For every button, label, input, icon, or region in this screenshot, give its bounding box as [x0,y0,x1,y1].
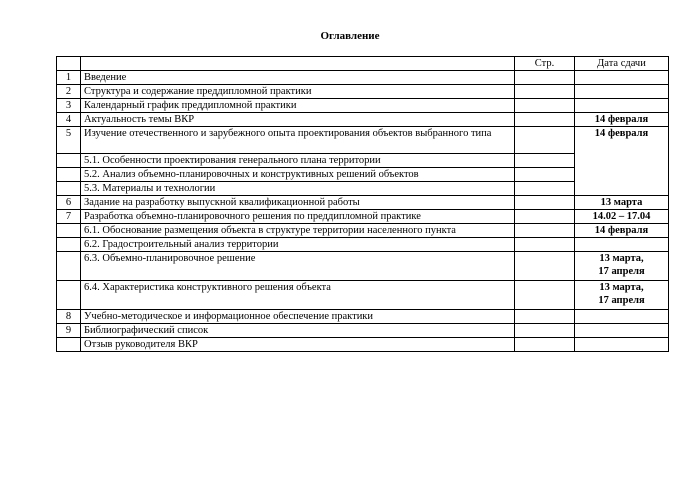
table-row [57,252,669,281]
table-row [57,324,669,338]
row-title: 6.2. Градостроительный анализ территории [81,238,515,252]
row-title: 5.2. Анализ объемно-планировочных и конструктивных решений объектов [81,168,515,182]
row-date: 13 марта, 17 апреля [575,281,669,310]
row-number: 2 [57,85,81,99]
row-number [57,182,81,196]
header-date: Дата сдачи [575,57,669,71]
row-date: 14 февраля [575,113,669,127]
row-page [515,310,575,324]
table-row [57,238,669,252]
row-date: 14.02 – 17.04 [575,210,669,224]
row-number: 6 [57,196,81,210]
row-title: 6.4. Характеристика конструктивного решения объекта [81,281,515,310]
row-page [515,224,575,238]
row-number: 9 [57,324,81,338]
table-row [57,338,669,352]
row-number [57,252,81,281]
row-title: 6.3. Объемно-планировочное решение [81,252,515,281]
document-title: Оглавление [320,30,380,42]
row-title: Введение [81,71,515,85]
row-number: 4 [57,113,81,127]
row-number [57,238,81,252]
row-date [575,310,669,324]
row-title: Учебно-методическое и информационное обеспечение практики [81,310,515,324]
table-row [57,127,669,154]
row-number [57,281,81,310]
row-title: Задание на разработку выпускной квалификационной работы [81,196,515,210]
row-title: Актуальность темы ВКР [81,113,515,127]
table-row [57,196,669,210]
row-number [57,338,81,352]
row-number: 8 [57,310,81,324]
row-page [515,238,575,252]
row-date [575,99,669,113]
row-page [515,154,575,168]
table-row [57,85,669,99]
row-number [57,168,81,182]
row-date [575,324,669,338]
table-row [57,224,669,238]
row-date [575,71,669,85]
row-title: 6.1. Обоснование размещения объекта в структуре территории населенного пункта [81,224,515,238]
row-date [575,238,669,252]
table-row [57,281,669,310]
row-date: 14 февраля [575,224,669,238]
row-page [515,99,575,113]
row-number: 5 [57,127,81,154]
row-number [57,154,81,168]
table-header-row [57,57,669,71]
row-page [515,127,575,154]
row-page [515,71,575,85]
row-page [515,168,575,182]
table-row [57,113,669,127]
row-date: 13 марта, 17 апреля [575,252,669,281]
row-page [515,324,575,338]
row-page [515,252,575,281]
header-number-cell [57,57,81,71]
table-row [57,310,669,324]
row-page [515,182,575,196]
header-page: Стр. [515,57,575,71]
table-row [57,71,669,85]
row-number: 7 [57,210,81,224]
row-number [57,224,81,238]
row-date [575,85,669,99]
row-title: 5.1. Особенности проектирования генерального плана территории [81,154,515,168]
row-date: 13 марта [575,196,669,210]
row-page [515,281,575,310]
header-title-cell [81,57,515,71]
row-page [515,113,575,127]
row-date [575,338,669,352]
row-title: Разработка объемно-планировочного решения по преддипломной практике [81,210,515,224]
row-title: Календарный график преддипломной практики [81,99,515,113]
row-page [515,196,575,210]
row-page [515,338,575,352]
row-title: Изучение отечественного и зарубежного опыта проектирования объектов выбранного типа [81,127,515,154]
row-number: 1 [57,71,81,85]
row-page [515,210,575,224]
row-title: Отзыв руководителя ВКР [81,338,515,352]
table-row [57,210,669,224]
row-date: 14 февраля [575,127,669,196]
table-of-contents [56,56,669,352]
row-page [515,85,575,99]
row-number: 3 [57,99,81,113]
row-title: 5.3. Материалы и технологии [81,182,515,196]
table-row [57,99,669,113]
row-title: Структура и содержание преддипломной практики [81,85,515,99]
row-title: Библиографический список [81,324,515,338]
